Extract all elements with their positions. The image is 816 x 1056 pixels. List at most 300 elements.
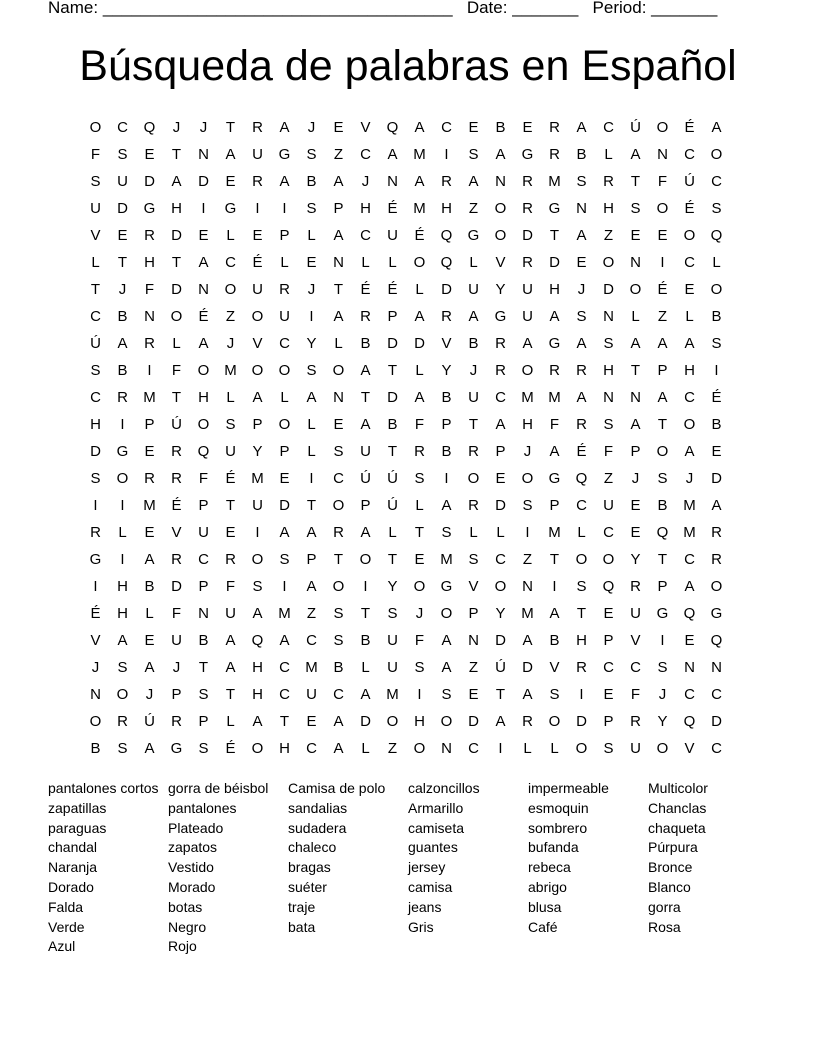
grid-letter[interactable]: P bbox=[279, 226, 290, 244]
grid-letter[interactable]: V bbox=[90, 631, 101, 649]
grid-letter[interactable]: P bbox=[657, 577, 668, 595]
grid-letter[interactable]: O bbox=[251, 361, 264, 379]
grid-letter[interactable]: I bbox=[120, 550, 125, 568]
grid-letter[interactable]: S bbox=[468, 550, 479, 568]
grid-letter[interactable]: U bbox=[522, 307, 533, 325]
grid-letter[interactable]: J bbox=[199, 118, 208, 136]
grid-letter[interactable]: Q bbox=[197, 442, 210, 460]
grid-letter[interactable]: H bbox=[198, 388, 209, 406]
grid-letter[interactable]: N bbox=[603, 307, 614, 325]
grid-letter[interactable]: Y bbox=[387, 577, 398, 595]
grid-letter[interactable]: Q bbox=[143, 118, 156, 136]
grid-letter[interactable]: E bbox=[333, 118, 344, 136]
grid-letter[interactable]: H bbox=[90, 415, 101, 433]
grid-letter[interactable]: V bbox=[441, 334, 452, 352]
grid-letter[interactable]: M bbox=[143, 388, 156, 406]
grid-letter[interactable]: J bbox=[172, 658, 181, 676]
grid-letter[interactable]: Y bbox=[252, 442, 263, 460]
grid-letter[interactable]: J bbox=[307, 118, 316, 136]
grid-letter[interactable]: O bbox=[89, 118, 102, 136]
grid-letter[interactable]: S bbox=[252, 577, 263, 595]
grid-letter[interactable]: O bbox=[683, 226, 696, 244]
grid-letter[interactable]: É bbox=[711, 388, 722, 406]
grid-letter[interactable]: A bbox=[333, 226, 344, 244]
grid-letter[interactable]: N bbox=[144, 307, 155, 325]
grid-letter[interactable]: N bbox=[333, 388, 344, 406]
grid-letter[interactable]: C bbox=[603, 118, 614, 136]
grid-letter[interactable]: E bbox=[684, 280, 695, 298]
grid-letter[interactable]: O bbox=[494, 199, 507, 217]
grid-letter[interactable]: J bbox=[577, 280, 586, 298]
grid-letter[interactable]: T bbox=[387, 361, 398, 379]
grid-letter[interactable]: O bbox=[116, 685, 129, 703]
grid-letter[interactable]: E bbox=[279, 469, 290, 487]
grid-letter[interactable]: L bbox=[280, 253, 289, 271]
grid-letter[interactable]: R bbox=[171, 469, 182, 487]
grid-letter[interactable]: P bbox=[144, 415, 155, 433]
grid-letter[interactable]: U bbox=[360, 442, 371, 460]
grid-letter[interactable]: Ú bbox=[684, 172, 695, 190]
grid-letter[interactable]: C bbox=[279, 685, 290, 703]
grid-letter[interactable]: L bbox=[361, 658, 370, 676]
grid-letter[interactable]: A bbox=[630, 145, 641, 163]
grid-letter[interactable]: T bbox=[90, 280, 101, 298]
grid-letter[interactable]: O bbox=[467, 469, 480, 487]
grid-letter[interactable]: D bbox=[387, 388, 398, 406]
grid-letter[interactable]: D bbox=[144, 172, 155, 190]
grid-letter[interactable]: R bbox=[630, 577, 641, 595]
grid-letter[interactable]: F bbox=[90, 145, 101, 163]
grid-letter[interactable]: S bbox=[117, 658, 128, 676]
grid-letter[interactable]: A bbox=[360, 685, 371, 703]
grid-letter[interactable]: G bbox=[116, 442, 129, 460]
grid-letter[interactable]: L bbox=[307, 226, 316, 244]
grid-letter[interactable]: H bbox=[252, 685, 263, 703]
grid-letter[interactable]: L bbox=[280, 388, 289, 406]
grid-letter[interactable]: S bbox=[549, 685, 560, 703]
grid-letter[interactable]: C bbox=[711, 172, 722, 190]
grid-letter[interactable]: J bbox=[145, 685, 154, 703]
grid-letter[interactable]: M bbox=[548, 388, 561, 406]
grid-letter[interactable]: P bbox=[252, 415, 263, 433]
grid-letter[interactable]: P bbox=[603, 712, 614, 730]
grid-letter[interactable]: F bbox=[171, 604, 182, 622]
grid-letter[interactable]: C bbox=[576, 496, 587, 514]
grid-letter[interactable]: P bbox=[441, 415, 452, 433]
grid-letter[interactable]: S bbox=[387, 604, 398, 622]
grid-letter[interactable]: Z bbox=[657, 307, 668, 325]
grid-letter[interactable]: D bbox=[576, 712, 587, 730]
grid-letter[interactable]: R bbox=[549, 145, 560, 163]
grid-letter[interactable]: F bbox=[414, 631, 425, 649]
grid-letter[interactable]: G bbox=[224, 199, 237, 217]
grid-letter[interactable]: L bbox=[415, 280, 424, 298]
grid-letter[interactable]: Z bbox=[387, 739, 398, 757]
grid-letter[interactable]: L bbox=[91, 253, 100, 271]
grid-letter[interactable]: O bbox=[197, 415, 210, 433]
grid-letter[interactable]: A bbox=[144, 550, 155, 568]
grid-letter[interactable]: S bbox=[711, 199, 722, 217]
grid-letter[interactable]: A bbox=[414, 118, 425, 136]
grid-letter[interactable]: R bbox=[171, 550, 182, 568]
grid-letter[interactable]: S bbox=[306, 145, 317, 163]
grid-letter[interactable]: G bbox=[143, 199, 156, 217]
grid-letter[interactable]: A bbox=[306, 523, 317, 541]
grid-letter[interactable]: A bbox=[360, 523, 371, 541]
grid-letter[interactable]: L bbox=[172, 334, 181, 352]
grid-letter[interactable]: T bbox=[198, 658, 209, 676]
grid-letter[interactable]: A bbox=[225, 145, 236, 163]
grid-letter[interactable]: M bbox=[143, 496, 156, 514]
grid-letter[interactable]: O bbox=[224, 280, 237, 298]
grid-letter[interactable]: I bbox=[309, 307, 314, 325]
grid-letter[interactable]: A bbox=[387, 145, 398, 163]
grid-letter[interactable]: A bbox=[279, 523, 290, 541]
grid-letter[interactable]: Ú bbox=[495, 658, 506, 676]
grid-letter[interactable]: P bbox=[198, 577, 209, 595]
grid-letter[interactable]: T bbox=[549, 550, 560, 568]
grid-letter[interactable]: O bbox=[440, 604, 453, 622]
grid-letter[interactable]: L bbox=[361, 253, 370, 271]
grid-letter[interactable]: A bbox=[333, 172, 344, 190]
grid-letter[interactable]: J bbox=[685, 469, 694, 487]
grid-letter[interactable]: E bbox=[657, 226, 668, 244]
grid-letter[interactable]: P bbox=[360, 496, 371, 514]
grid-letter[interactable]: J bbox=[307, 280, 316, 298]
grid-letter[interactable]: Z bbox=[603, 469, 614, 487]
grid-letter[interactable]: S bbox=[522, 496, 533, 514]
grid-letter[interactable]: C bbox=[603, 523, 614, 541]
grid-letter[interactable]: S bbox=[576, 307, 587, 325]
grid-letter[interactable]: L bbox=[307, 415, 316, 433]
grid-letter[interactable]: N bbox=[630, 388, 641, 406]
grid-letter[interactable]: R bbox=[171, 712, 182, 730]
grid-letter[interactable]: D bbox=[549, 253, 560, 271]
grid-letter[interactable]: G bbox=[548, 199, 561, 217]
grid-letter[interactable]: É bbox=[171, 496, 182, 514]
grid-letter[interactable]: I bbox=[120, 496, 125, 514]
grid-letter[interactable]: P bbox=[198, 712, 209, 730]
grid-letter[interactable]: H bbox=[684, 361, 695, 379]
grid-letter[interactable]: E bbox=[495, 469, 506, 487]
grid-letter[interactable]: C bbox=[603, 658, 614, 676]
grid-letter[interactable]: T bbox=[630, 361, 641, 379]
grid-letter[interactable]: B bbox=[657, 496, 668, 514]
grid-letter[interactable]: G bbox=[521, 145, 534, 163]
grid-letter[interactable]: S bbox=[117, 145, 128, 163]
grid-letter[interactable]: Y bbox=[630, 550, 641, 568]
grid-letter[interactable]: U bbox=[198, 523, 209, 541]
grid-letter[interactable]: R bbox=[576, 658, 587, 676]
grid-letter[interactable]: C bbox=[360, 145, 371, 163]
grid-letter[interactable]: S bbox=[306, 199, 317, 217]
grid-letter[interactable]: M bbox=[386, 685, 399, 703]
grid-letter[interactable]: Ú bbox=[90, 334, 101, 352]
grid-letter[interactable]: A bbox=[576, 118, 587, 136]
grid-letter[interactable]: U bbox=[603, 496, 614, 514]
grid-letter[interactable]: É bbox=[576, 442, 587, 460]
grid-letter[interactable]: C bbox=[225, 253, 236, 271]
grid-letter[interactable]: A bbox=[333, 307, 344, 325]
grid-letter[interactable]: E bbox=[603, 604, 614, 622]
grid-letter[interactable]: E bbox=[414, 550, 425, 568]
grid-letter[interactable]: T bbox=[630, 172, 641, 190]
grid-letter[interactable]: A bbox=[657, 388, 668, 406]
grid-letter[interactable]: B bbox=[144, 577, 155, 595]
grid-letter[interactable]: D bbox=[441, 280, 452, 298]
grid-letter[interactable]: E bbox=[144, 145, 155, 163]
grid-letter[interactable]: H bbox=[360, 199, 371, 217]
grid-letter[interactable]: Y bbox=[441, 361, 452, 379]
grid-letter[interactable]: A bbox=[495, 145, 506, 163]
grid-letter[interactable]: S bbox=[603, 415, 614, 433]
grid-letter[interactable]: A bbox=[684, 334, 695, 352]
grid-letter[interactable]: N bbox=[90, 685, 101, 703]
grid-letter[interactable]: N bbox=[711, 658, 722, 676]
grid-letter[interactable]: A bbox=[576, 226, 587, 244]
grid-letter[interactable]: A bbox=[495, 712, 506, 730]
grid-letter[interactable]: L bbox=[145, 604, 154, 622]
grid-letter[interactable]: S bbox=[333, 631, 344, 649]
grid-letter[interactable]: J bbox=[523, 442, 532, 460]
grid-letter[interactable]: F bbox=[198, 469, 209, 487]
grid-letter[interactable]: A bbox=[360, 415, 371, 433]
grid-letter[interactable]: É bbox=[657, 280, 668, 298]
grid-letter[interactable]: L bbox=[388, 523, 397, 541]
grid-letter[interactable]: O bbox=[278, 361, 291, 379]
grid-letter[interactable]: Y bbox=[306, 334, 317, 352]
grid-letter[interactable]: M bbox=[278, 604, 291, 622]
grid-letter[interactable]: L bbox=[685, 307, 694, 325]
grid-letter[interactable]: S bbox=[441, 685, 452, 703]
grid-letter[interactable]: T bbox=[333, 550, 344, 568]
grid-letter[interactable]: B bbox=[468, 334, 479, 352]
grid-letter[interactable]: É bbox=[387, 199, 398, 217]
grid-letter[interactable]: E bbox=[117, 226, 128, 244]
grid-letter[interactable]: L bbox=[118, 523, 127, 541]
grid-letter[interactable]: N bbox=[441, 739, 452, 757]
grid-letter[interactable]: U bbox=[252, 280, 263, 298]
grid-letter[interactable]: U bbox=[90, 199, 101, 217]
grid-letter[interactable]: U bbox=[252, 145, 263, 163]
grid-letter[interactable]: A bbox=[252, 388, 263, 406]
grid-letter[interactable]: A bbox=[306, 388, 317, 406]
grid-letter[interactable]: A bbox=[630, 415, 641, 433]
grid-letter[interactable]: D bbox=[495, 496, 506, 514]
grid-letter[interactable]: M bbox=[683, 523, 696, 541]
grid-letter[interactable]: V bbox=[90, 226, 101, 244]
grid-letter[interactable]: U bbox=[630, 604, 641, 622]
grid-letter[interactable]: I bbox=[309, 469, 314, 487]
grid-letter[interactable]: A bbox=[414, 388, 425, 406]
grid-letter[interactable]: R bbox=[468, 496, 479, 514]
grid-letter[interactable]: L bbox=[604, 145, 613, 163]
grid-letter[interactable]: T bbox=[360, 388, 371, 406]
grid-letter[interactable]: V bbox=[549, 658, 560, 676]
grid-letter[interactable]: O bbox=[413, 577, 426, 595]
grid-letter[interactable]: J bbox=[415, 604, 424, 622]
grid-letter[interactable]: O bbox=[521, 469, 534, 487]
grid-letter[interactable]: E bbox=[603, 685, 614, 703]
grid-letter[interactable]: R bbox=[495, 361, 506, 379]
grid-letter[interactable]: L bbox=[361, 739, 370, 757]
grid-letter[interactable]: S bbox=[603, 739, 614, 757]
grid-letter[interactable]: B bbox=[711, 415, 722, 433]
grid-letter[interactable]: F bbox=[144, 280, 155, 298]
grid-letter[interactable]: F bbox=[630, 685, 641, 703]
grid-letter[interactable]: S bbox=[414, 469, 425, 487]
grid-letter[interactable]: L bbox=[469, 253, 478, 271]
grid-letter[interactable]: B bbox=[306, 172, 317, 190]
grid-letter[interactable]: N bbox=[495, 172, 506, 190]
grid-letter[interactable]: I bbox=[120, 415, 125, 433]
grid-letter[interactable]: U bbox=[522, 280, 533, 298]
grid-letter[interactable]: B bbox=[441, 442, 452, 460]
grid-letter[interactable]: G bbox=[710, 604, 723, 622]
grid-letter[interactable]: R bbox=[711, 523, 722, 541]
grid-letter[interactable]: A bbox=[468, 307, 479, 325]
grid-letter[interactable]: R bbox=[90, 523, 101, 541]
grid-letter[interactable]: J bbox=[361, 172, 370, 190]
grid-letter[interactable]: R bbox=[549, 118, 560, 136]
grid-letter[interactable]: É bbox=[252, 253, 263, 271]
grid-letter[interactable]: Ú bbox=[387, 496, 398, 514]
grid-letter[interactable]: A bbox=[441, 631, 452, 649]
grid-letter[interactable]: G bbox=[494, 307, 507, 325]
grid-letter[interactable]: A bbox=[630, 334, 641, 352]
grid-letter[interactable]: R bbox=[117, 388, 128, 406]
grid-letter[interactable]: N bbox=[387, 172, 398, 190]
grid-letter[interactable]: S bbox=[333, 442, 344, 460]
grid-letter[interactable]: A bbox=[279, 118, 290, 136]
grid-letter[interactable]: A bbox=[144, 658, 155, 676]
grid-letter[interactable]: M bbox=[521, 604, 534, 622]
grid-letter[interactable]: A bbox=[117, 631, 128, 649]
grid-letter[interactable]: B bbox=[441, 388, 452, 406]
grid-letter[interactable]: I bbox=[282, 577, 287, 595]
grid-letter[interactable]: T bbox=[171, 145, 182, 163]
grid-letter[interactable]: J bbox=[118, 280, 127, 298]
grid-letter[interactable]: G bbox=[89, 550, 102, 568]
grid-letter[interactable]: É bbox=[684, 118, 695, 136]
grid-letter[interactable]: O bbox=[440, 712, 453, 730]
grid-letter[interactable]: Q bbox=[683, 712, 696, 730]
grid-letter[interactable]: C bbox=[684, 685, 695, 703]
grid-letter[interactable]: R bbox=[522, 172, 533, 190]
grid-letter[interactable]: A bbox=[576, 388, 587, 406]
grid-letter[interactable]: M bbox=[440, 550, 453, 568]
grid-letter[interactable]: S bbox=[117, 739, 128, 757]
grid-letter[interactable]: T bbox=[414, 523, 425, 541]
grid-letter[interactable]: Q bbox=[386, 118, 399, 136]
grid-letter[interactable]: Z bbox=[603, 226, 614, 244]
grid-letter[interactable]: B bbox=[360, 334, 371, 352]
grid-letter[interactable]: R bbox=[225, 550, 236, 568]
grid-letter[interactable]: G bbox=[656, 604, 669, 622]
grid-letter[interactable]: Z bbox=[522, 550, 533, 568]
grid-letter[interactable]: S bbox=[657, 469, 668, 487]
grid-letter[interactable]: U bbox=[387, 226, 398, 244]
grid-letter[interactable]: U bbox=[171, 631, 182, 649]
grid-letter[interactable]: L bbox=[469, 523, 478, 541]
grid-letter[interactable]: R bbox=[468, 442, 479, 460]
grid-letter[interactable]: S bbox=[441, 523, 452, 541]
grid-letter[interactable]: D bbox=[387, 334, 398, 352]
grid-letter[interactable]: M bbox=[521, 388, 534, 406]
grid-letter[interactable]: G bbox=[548, 334, 561, 352]
grid-letter[interactable]: R bbox=[252, 172, 263, 190]
grid-letter[interactable]: Q bbox=[251, 631, 264, 649]
grid-letter[interactable]: U bbox=[468, 280, 479, 298]
grid-letter[interactable]: S bbox=[576, 577, 587, 595]
grid-letter[interactable]: S bbox=[90, 172, 101, 190]
grid-letter[interactable]: O bbox=[710, 280, 723, 298]
grid-letter[interactable]: A bbox=[252, 604, 263, 622]
grid-letter[interactable]: R bbox=[711, 550, 722, 568]
grid-letter[interactable]: O bbox=[278, 415, 291, 433]
grid-letter[interactable]: Q bbox=[440, 253, 453, 271]
grid-letter[interactable]: D bbox=[711, 469, 722, 487]
grid-letter[interactable]: A bbox=[468, 172, 479, 190]
grid-letter[interactable]: O bbox=[575, 739, 588, 757]
grid-letter[interactable]: S bbox=[468, 145, 479, 163]
grid-letter[interactable]: O bbox=[89, 712, 102, 730]
grid-letter[interactable]: É bbox=[225, 469, 236, 487]
grid-letter[interactable]: A bbox=[279, 631, 290, 649]
grid-letter[interactable]: E bbox=[144, 631, 155, 649]
grid-letter[interactable]: C bbox=[630, 658, 641, 676]
grid-letter[interactable]: O bbox=[683, 415, 696, 433]
grid-letter[interactable]: P bbox=[495, 442, 506, 460]
grid-letter[interactable]: N bbox=[333, 253, 344, 271]
grid-letter[interactable]: H bbox=[117, 604, 128, 622]
grid-letter[interactable]: Ú bbox=[387, 469, 398, 487]
grid-letter[interactable]: U bbox=[225, 604, 236, 622]
grid-letter[interactable]: M bbox=[305, 658, 318, 676]
grid-letter[interactable]: R bbox=[630, 712, 641, 730]
grid-letter[interactable]: O bbox=[359, 550, 372, 568]
grid-letter[interactable]: H bbox=[441, 199, 452, 217]
grid-letter[interactable]: D bbox=[171, 577, 182, 595]
grid-letter[interactable]: I bbox=[255, 523, 260, 541]
grid-letter[interactable]: J bbox=[469, 361, 478, 379]
grid-letter[interactable]: J bbox=[172, 118, 181, 136]
grid-letter[interactable]: A bbox=[198, 334, 209, 352]
grid-letter[interactable]: B bbox=[576, 145, 587, 163]
date-blank[interactable]: _______ bbox=[512, 0, 579, 17]
grid-letter[interactable]: A bbox=[549, 442, 560, 460]
grid-letter[interactable]: Ú bbox=[630, 118, 641, 136]
grid-letter[interactable]: P bbox=[387, 307, 398, 325]
grid-letter[interactable]: T bbox=[333, 280, 344, 298]
grid-letter[interactable]: I bbox=[660, 631, 665, 649]
grid-letter[interactable]: I bbox=[444, 469, 449, 487]
grid-letter[interactable]: P bbox=[171, 685, 182, 703]
grid-letter[interactable]: A bbox=[306, 577, 317, 595]
grid-letter[interactable]: H bbox=[603, 199, 614, 217]
grid-letter[interactable]: A bbox=[711, 118, 722, 136]
grid-letter[interactable]: D bbox=[522, 226, 533, 244]
grid-letter[interactable]: O bbox=[332, 496, 345, 514]
grid-letter[interactable]: Z bbox=[333, 145, 344, 163]
grid-letter[interactable]: O bbox=[656, 199, 669, 217]
grid-letter[interactable]: L bbox=[415, 496, 424, 514]
grid-letter[interactable]: Z bbox=[225, 307, 236, 325]
grid-letter[interactable]: Q bbox=[602, 577, 615, 595]
grid-letter[interactable]: O bbox=[656, 118, 669, 136]
grid-letter[interactable]: S bbox=[630, 199, 641, 217]
grid-letter[interactable]: C bbox=[684, 388, 695, 406]
